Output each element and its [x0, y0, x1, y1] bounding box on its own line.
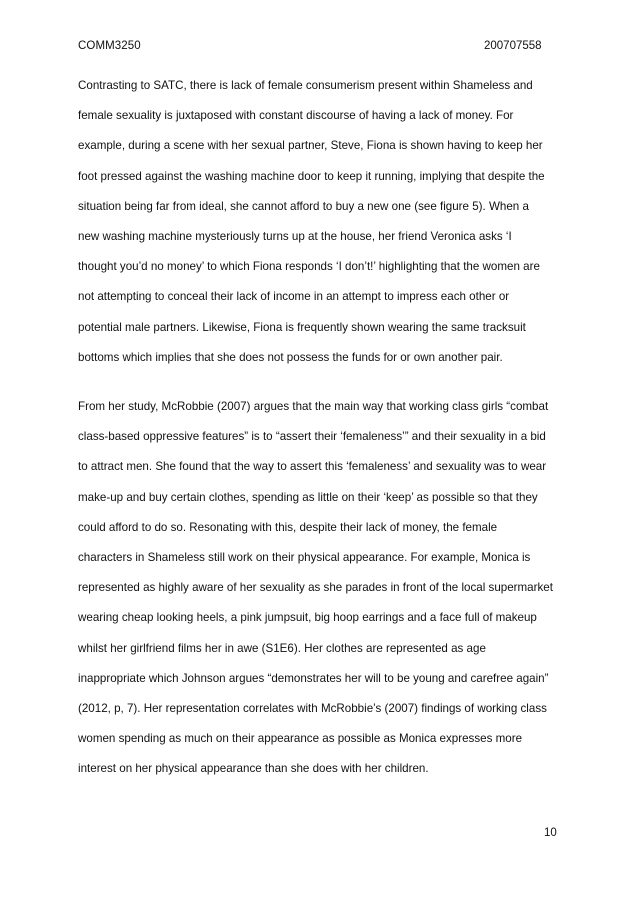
text-line: Contrasting to SATC, there is lack of female consumerism present within Shameless and [78, 79, 533, 92]
header-course-code: COMM3250 [78, 40, 141, 52]
text-line: could afford to do so. Resonating with this, despite their lack of money, the female [78, 520, 498, 534]
text-line: From her study, McRobbie (2007) argues that the main way that working class girls “combat [78, 400, 549, 413]
page-number: 10 [544, 827, 557, 839]
text-line: represented as highly aware of her sexuality as she parades in front of the local supermarket [78, 581, 553, 595]
text-line: foot pressed against the washing machine door to keep it running, implying that despite the [78, 169, 545, 183]
text-line: bottoms which implies that she does not possess the funds for or own another pair. [78, 350, 503, 364]
paragraph-1 [78, 71, 562, 373]
text-line: women spending as much on their appearance as possible as Monica expresses more [78, 732, 523, 746]
text-line: whilst her girlfriend films her in awe (S1E6). Her clothes are represented as age [78, 641, 486, 655]
header-student-id: 200707558 [484, 40, 542, 52]
text-line: wearing cheap looking heels, a pink jumpsuit, big hoop earrings and a face full of makeup [78, 611, 537, 625]
text-line: new washing machine mysteriously turns up at the house, her friend Veronica asks ‘I [78, 230, 512, 244]
text-line: class-based oppressive features” is to “assert their ‘femaleness’” and their sexuality in a bid [78, 430, 546, 444]
text-line: not attempting to conceal their lack of income in an attempt to impress each other or [78, 290, 510, 304]
text-line: inappropriate which Johnson argues “demonstrates her will to be young and carefree again” [78, 671, 549, 685]
text-line: characters in Shameless still work on their physical appearance. For example, Monica is [78, 551, 531, 565]
text-line: make-up and buy certain clothes, spending as little on their ‘keep’ as possible so that they [78, 490, 538, 504]
text-line: interest on her physical appearance than she does with her children. [78, 762, 429, 776]
text-line: example, during a scene with her sexual partner, Steve, Fiona is shown having to keep her [78, 139, 543, 153]
paragraph-2 [78, 392, 562, 785]
text-line: female sexuality is juxtaposed with constant discourse of having a lack of money. For [78, 109, 514, 123]
text-line: situation being far from ideal, she cannot afford to buy a new one (see figure 5). When a [78, 199, 529, 213]
text-line: (2012, p, 7). Her representation correlates with McRobbie’s (2007) findings of working class [78, 702, 547, 716]
text-line: potential male partners. Likewise, Fiona is frequently shown wearing the same tracksuit [78, 320, 526, 334]
text-line: thought you’d no money’ to which Fiona responds ‘I don’t!’ highlighting that the women are [78, 260, 540, 274]
text-line: to attract men. She found that the way to assert this ‘femaleness’ and sexuality was to wear [78, 460, 547, 474]
